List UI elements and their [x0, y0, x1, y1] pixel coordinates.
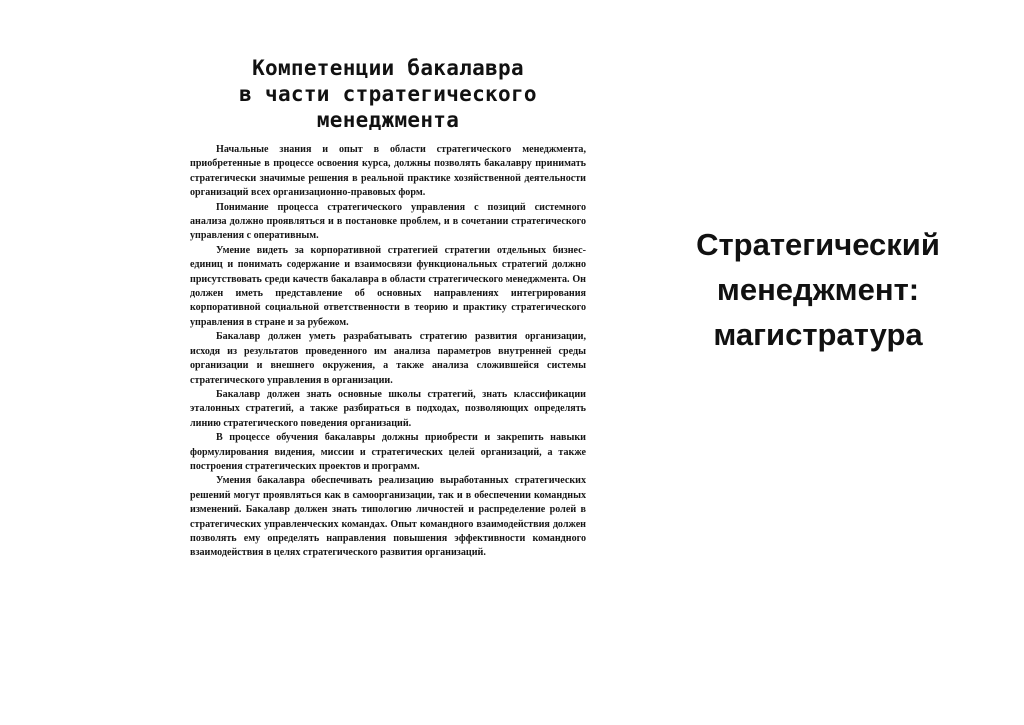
paragraph-corporate-strategy: Умение видеть за корпоративной стратегией стратегии отдельных бизнес-единиц и понимать содержание и взаимосвязи функциональных стратегий должно присутствовать среди качеств бакалавра в области стратегического менеджмента. Он должен иметь представление об основных направлениях интегрирования корпоративной социальной ответственности в теорию и практику стратегического управления в стране и за рубежом.	[190, 244, 586, 328]
section-title-line-1: Стратегический	[696, 226, 940, 262]
paragraph-vision-mission: В процессе обучения бакалавры должны приобрести и закрепить навыки формулирования видения, миссии и стратегических целей организаций, а также построения стратегических проектов и программ.	[190, 432, 586, 472]
paragraph-strategy-development: Бакалавр должен уметь разрабатывать стратегию развития организации, исходя из результатов проведенного им анализа параметров внутренней среды организации и внешнего окружения, а также анализа сложившейся системы стратегического управления в организации.	[190, 331, 586, 386]
section-title-line-2: менеджмент:	[716, 271, 920, 307]
right-page	[662, 196, 974, 382]
heading-line-2: в части стратегического	[239, 82, 537, 106]
section-title	[662, 222, 974, 357]
paragraph-process-understanding: Понимание процесса стратегического управления с позиций системного анализа должно проявляться и в постановке проблем, и в сочетании стратегического управления с оперативным.	[190, 201, 586, 242]
paragraph-strategy-schools: Бакалавр должен знать основные школы стратегий, знать классификации эталонных стратегий, а также разбираться в подходах, позволяющих определять линию стратегического поведения организаций.	[190, 388, 586, 429]
competencies-heading	[190, 55, 586, 133]
competencies-body	[190, 143, 586, 561]
left-page	[190, 55, 586, 561]
heading-line-3: менеджмента	[316, 108, 460, 132]
paragraph-implementation-skills: Умения бакалавра обеспечивать реализацию выработанных стратегических решений могут проявляться как в самоорганизации, так и в обеспечении командных изменений. Бакалавр должен знать типологию личностей и распределение ролей в стратегических управленческих командах. Опыт командного взаимодействия должен позволять ему определять направления повышения эффективности командного взаимодействия в целях стратегического развития организаций.	[190, 475, 586, 559]
paragraph-initial-knowledge: Начальные знания и опыт в области стратегического менеджмента, приобретенные в процессе освоения курса, должны позволять бакалавру принимать стратегически значимые решения в реальной практике хозяйственной деятельности организаций всех организационно-правовых форм.	[190, 144, 586, 199]
heading-line-1: Компетенции бакалавра	[252, 56, 524, 80]
section-title-line-3: магистратура	[713, 316, 923, 352]
